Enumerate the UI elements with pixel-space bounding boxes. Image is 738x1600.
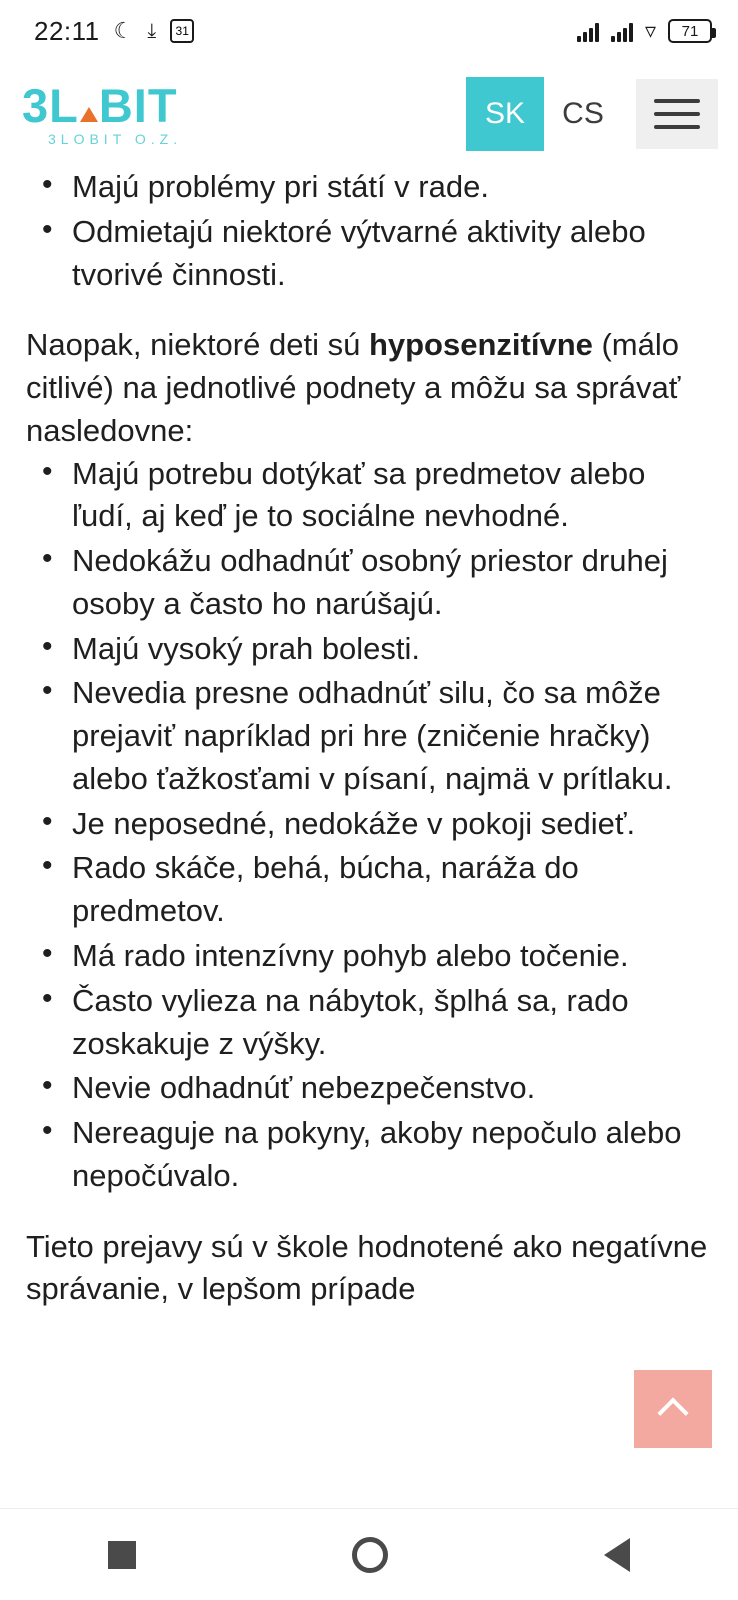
list-item: • Majú potrebu dotýkať sa predmetov alebo ľudí, aj keď je to sociálne nevhodné. [72, 453, 712, 539]
list-item: • Nevie odhadnúť nebezpečenstvo. [72, 1067, 712, 1110]
main-bullet-list [26, 453, 712, 1198]
square-recents-icon[interactable] [108, 1541, 136, 1569]
top-bullet-list [26, 166, 712, 296]
site-logo[interactable] [22, 78, 183, 147]
hamburger-menu-icon[interactable] [636, 79, 718, 149]
list-item: • Má rado intenzívny pohyb alebo točenie. [72, 935, 712, 978]
list-item: • Majú vysoký prah bolesti. [72, 628, 712, 671]
header-controls [466, 77, 718, 151]
status-clock: 22:11 [34, 15, 100, 46]
signal-icon [611, 20, 633, 42]
status-bar-left [34, 16, 194, 47]
list-item: • Je neposedné, nedokáže v pokoji sedieť. [72, 803, 712, 846]
list-item: • Nereaguje na pokyny, akoby nepočulo alebo nepočúvalo. [72, 1112, 712, 1198]
wifi-icon: ▿ [644, 18, 656, 43]
triangle-back-icon[interactable] [604, 1538, 630, 1572]
hyposensitive-paragraph [26, 324, 712, 452]
brand-text-right: BIT [98, 78, 178, 132]
list-item: • Nevedia presne odhadnúť silu, čo sa môže prejaviť napríklad pri hre (zničenie hračky) alebo ťažkosťami v písaní, najmä v prítlaku. [72, 672, 712, 800]
brand-text-left: 3L [22, 78, 79, 132]
triangle-icon [80, 107, 98, 122]
scroll-to-top-button[interactable] [634, 1370, 712, 1448]
tail-paragraph: Tieto prejavy sú v škole hodnotené ako negatívne správanie, v lepšom prípade [26, 1228, 708, 1307]
lang-switch-cs[interactable]: CS [544, 77, 622, 151]
download-icon: ⤓ [147, 19, 157, 42]
brand-wordmark [22, 78, 182, 132]
list-item: • Odmietajú niektoré výtvarné aktivity alebo tvorivé činnosti. [72, 211, 712, 297]
circle-home-icon[interactable] [352, 1537, 388, 1573]
chevron-up-icon [657, 1397, 688, 1428]
list-item: • Často vylieza na nábytok, šplhá sa, rado zoskakuje z výšky. [72, 980, 712, 1066]
battery-icon: 71 [668, 19, 712, 43]
lang-switch-sk[interactable]: SK [466, 77, 544, 151]
paragraph-bold-term: hyposenzitívne [368, 327, 593, 363]
site-header [0, 62, 738, 166]
status-bar-right [577, 18, 712, 44]
list-item: • Nedokážu odhadnúť osobný priestor druhej osoby a často ho narúšajú. [72, 540, 712, 626]
moon-icon: ☾ [113, 18, 134, 43]
brand-subtitle: 3LOBIT O.Z. [48, 130, 183, 147]
calendar-icon: 31 [170, 19, 194, 43]
paragraph-lead: Naopak, niektoré deti sú [26, 327, 369, 363]
article-content [0, 166, 738, 1508]
paragraph-rest: (málo citlivé) na jednotlivé podnety a môžu sa správať nasledovne: [26, 327, 681, 448]
list-item: • Rado skáče, behá, búcha, naráža do predmetov. [72, 847, 712, 933]
android-navigation-bar [0, 1508, 738, 1600]
signal-icon [577, 20, 599, 42]
list-item: • Majú problémy pri státí v rade. [72, 166, 712, 209]
status-bar [0, 0, 738, 62]
